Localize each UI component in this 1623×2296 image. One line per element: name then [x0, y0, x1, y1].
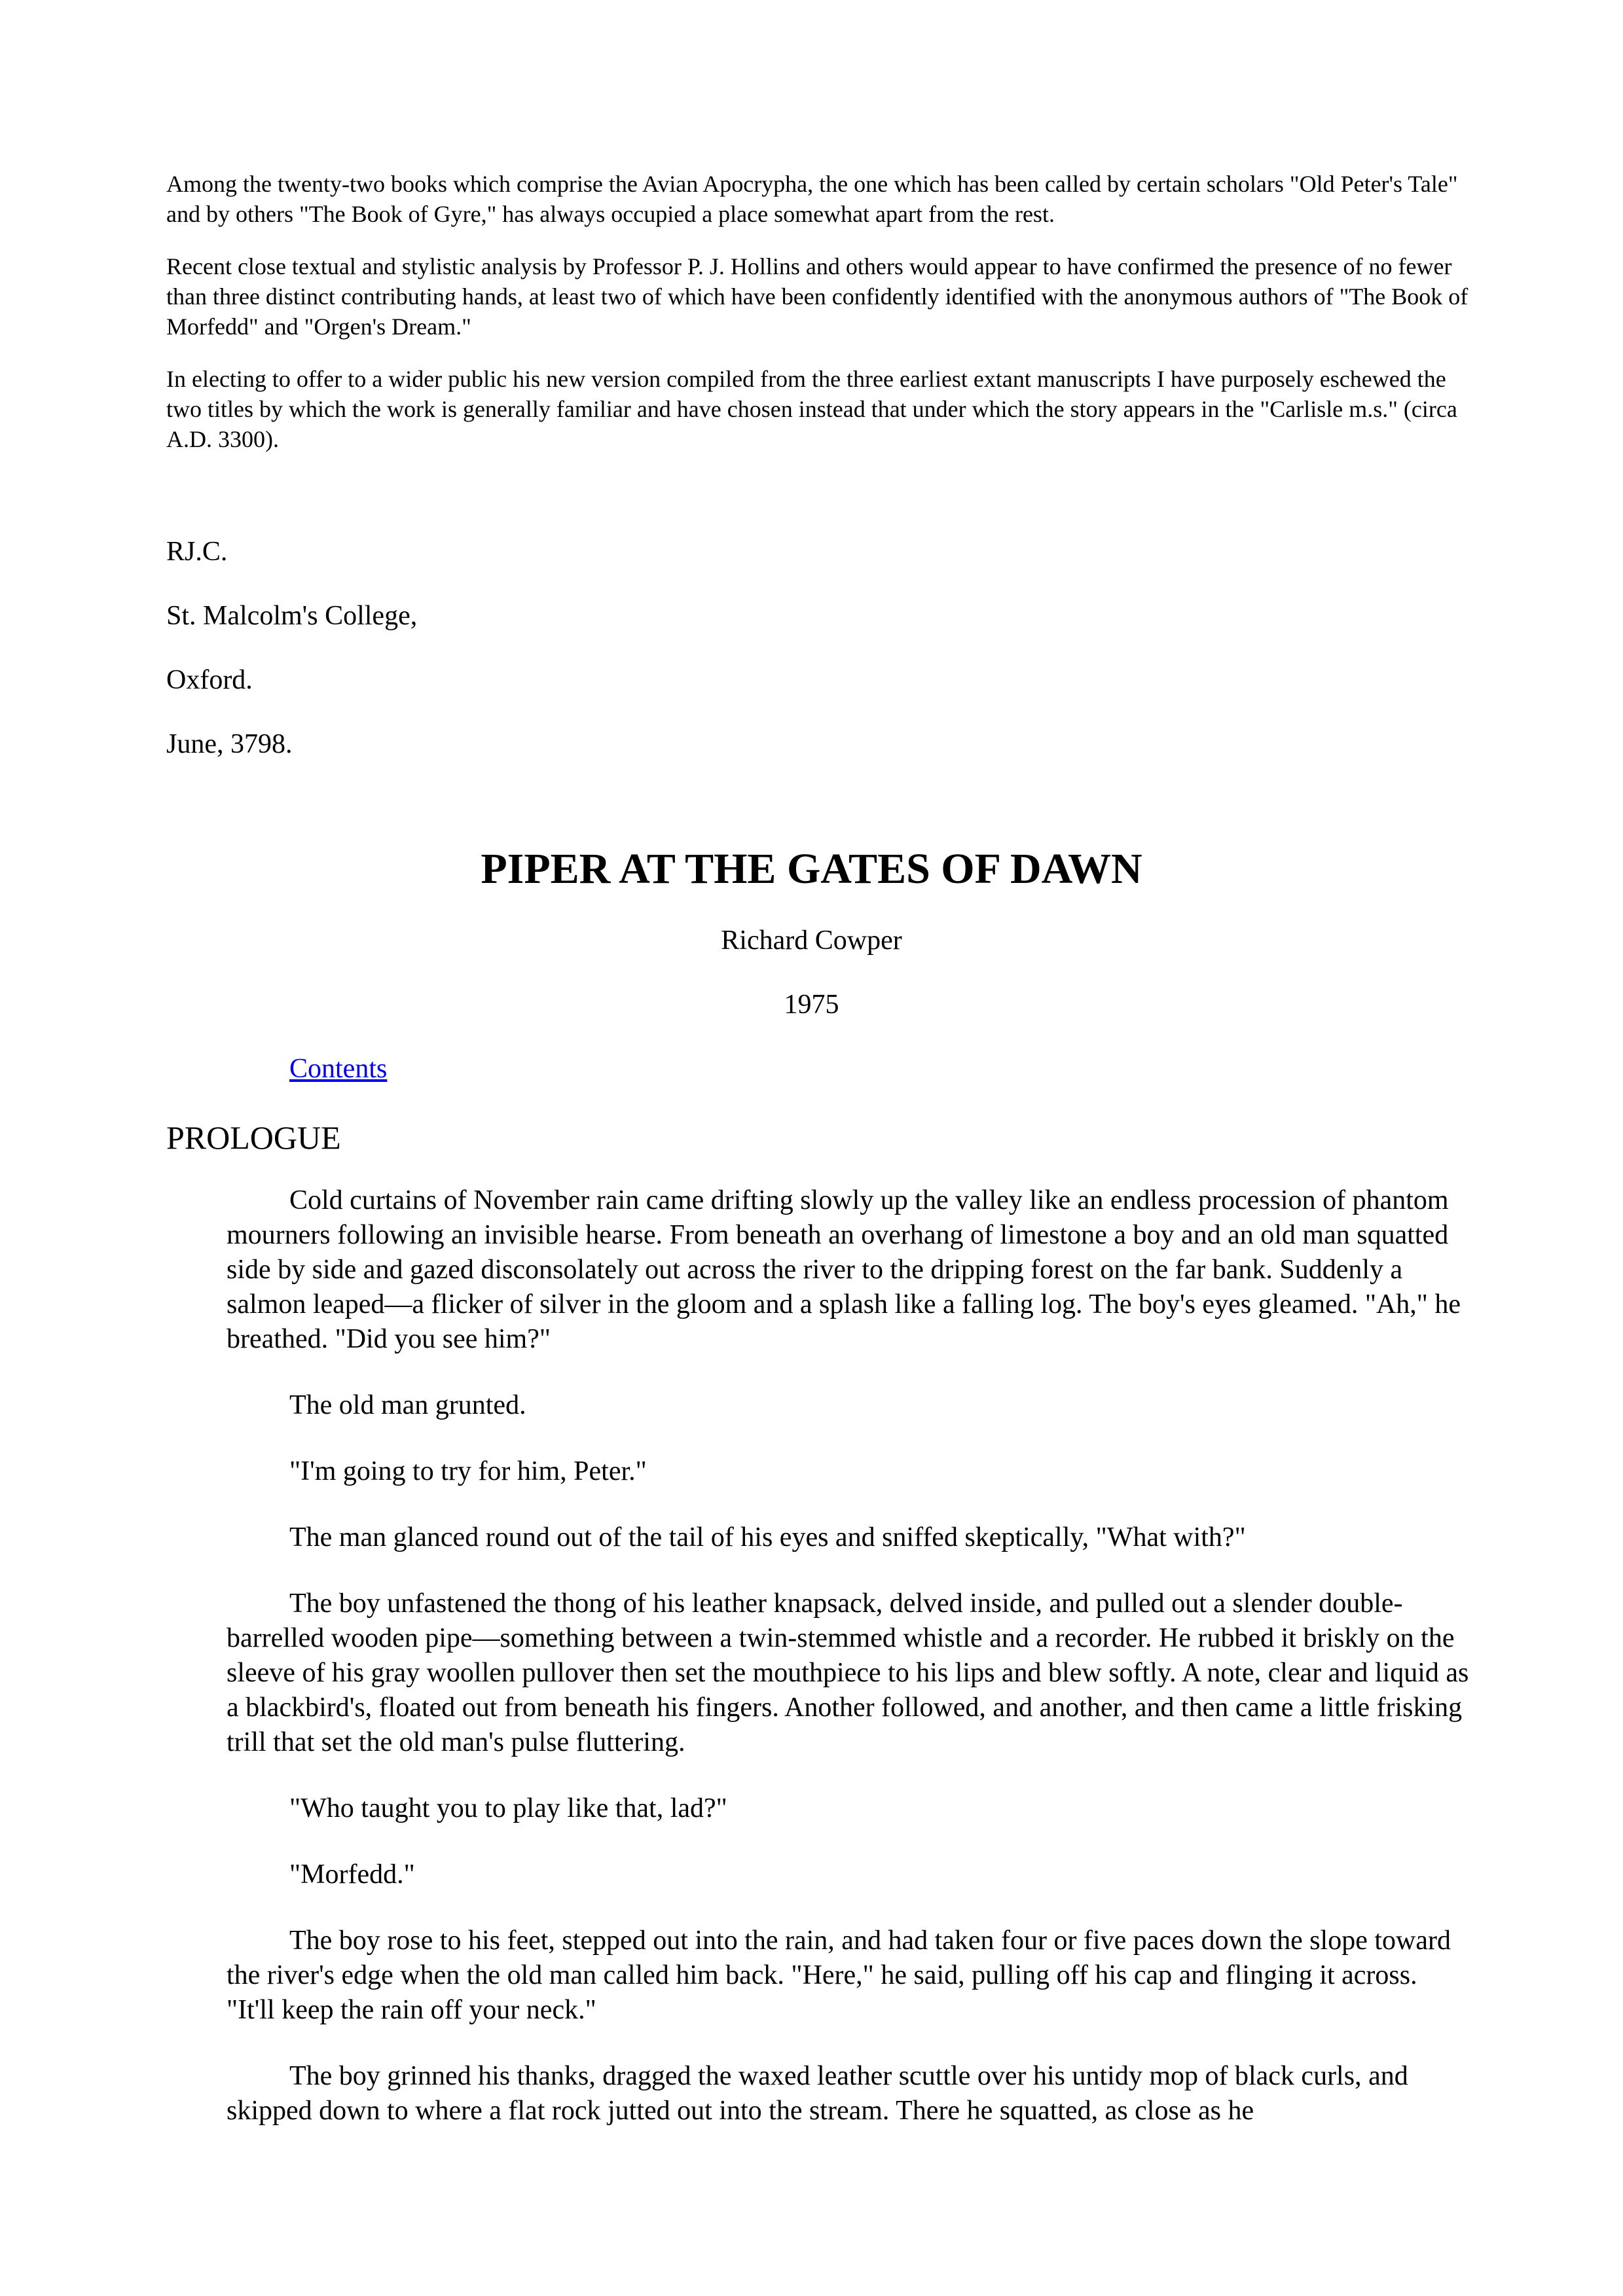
signature-college: St. Malcolm's College,	[166, 601, 418, 631]
prologue-text	[227, 1183, 1470, 2160]
story-paragraph: Cold curtains of November rain came drifting slowly up the valley like an endless procession of phantom mourners following an invisible hearse. From beneath an overhang of limestone a boy and an old man squatted side by side and gazed disconsolately out across the river to the dripping forest on the far bank. Suddenly a salmon leaped—a flicker of silver in the gloom and a splash like a falling log. The boy's eyes gleamed. "Ah," he breathed. "Did you see him?"	[227, 1185, 1461, 1354]
story-paragraph: The man glanced round out of the tail of his eyes and sniffed skeptically, "What with?"	[289, 1522, 1246, 1552]
story-paragraph: The boy rose to his feet, stepped out into the rain, and had taken four or five paces down the slope toward the river's edge when the old man called him back. "Here," he said, pulling off his cap and flinging it across. "It'll keep the rain off your neck."	[227, 1926, 1451, 2025]
preface-paragraph: Among the twenty-two books which comprise the Avian Apocrypha, the one which has been called by certain scholars "Old Peter's Tale" and by others "The Book of Gyre," has always occupied a place somewhat apart from the rest.	[166, 171, 1458, 227]
story-paragraph: The boy unfastened the thong of his leather knapsack, delved inside, and pulled out a slender double-barrelled wooden pipe—something between a twin-stemmed whistle and a recorder. He rubbed it briskly on the sleeve of his gray woollen pullover then set the mouthpiece to his lips and blew softly. A note, clear and liquid as a blackbird's, floated out from beneath his fingers. Another followed, and another, and then came a little frisking trill that set the old man's pulse fluttering.	[227, 1588, 1469, 1757]
story-paragraph: "I'm going to try for him, Peter."	[289, 1456, 647, 1486]
preface-paragraph: In electing to offer to a wider public his new version compiled from the three earliest extant manuscripts I have purposely eschewed the two titles by which the work is generally familiar and have chosen instead that under which the story appears in the "Carlisle m.s." (circa A.D. 3300).	[166, 366, 1457, 452]
book-author: Richard Cowper	[721, 925, 902, 956]
story-paragraph: The boy grinned his thanks, dragged the waxed leather scuttle over his untidy mop of black curls, and skipped down to where a flat rock jutted out into the stream. There he squatted, as close as he	[227, 2061, 1408, 2126]
book-year: 1975	[784, 990, 839, 1020]
preface	[166, 169, 1469, 476]
signature-city: Oxford.	[166, 665, 253, 695]
signature-date: June, 3798.	[166, 729, 293, 759]
story-paragraph: "Who taught you to play like that, lad?"	[289, 1793, 727, 1823]
signature-initials: RJ.C.	[166, 537, 228, 567]
preface-paragraph: Recent close textual and stylistic analysis by Professor P. J. Hollins and others would appear to have confirmed the presence of no fewer than three distinct contributing hands, at least two of which have been confidently identified with the anonymous authors of "The Book of Morfedd" and "Orgen's Dream."	[166, 253, 1468, 340]
book-title: PIPER AT THE GATES OF DAWN	[481, 845, 1142, 893]
contents-link[interactable]: Contents	[289, 1054, 388, 1084]
story-paragraph: "Morfedd."	[289, 1859, 415, 1890]
story-paragraph: The old man grunted.	[289, 1390, 526, 1420]
section-heading-prologue: PROLOGUE	[166, 1119, 341, 1156]
